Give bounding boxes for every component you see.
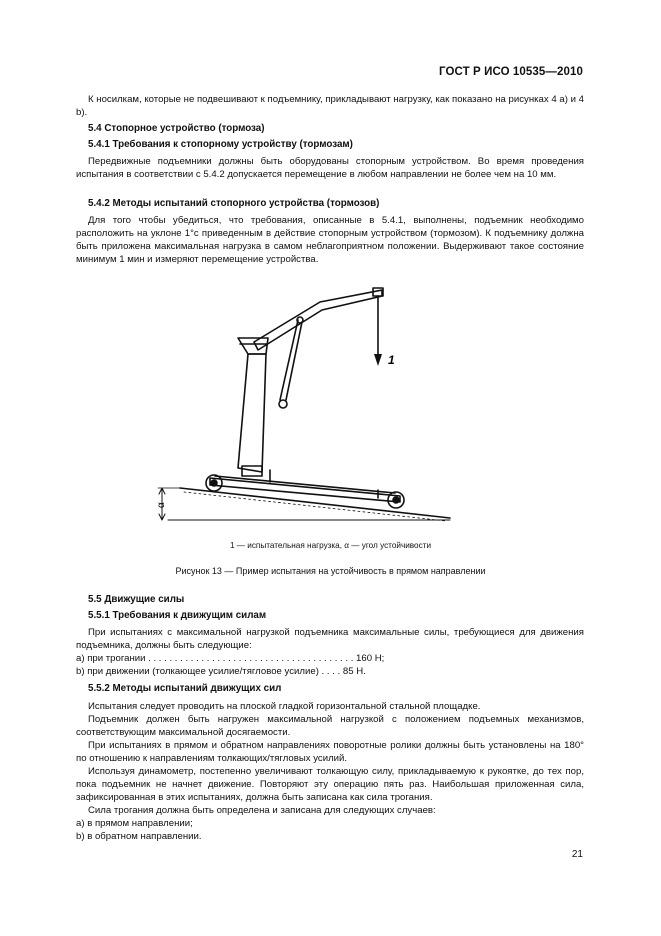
figure-caption: Рисунок 13 — Пример испытания на устойчивость в прямом направлении	[175, 566, 486, 576]
hoist-mast	[238, 354, 266, 472]
figure-angle-label: α	[156, 502, 167, 508]
figure-legend: 1 — испытательная нагрузка, α — угол устойчивости	[229, 541, 432, 550]
hoist-boom	[254, 290, 382, 350]
list-item-a: a) при трогании . . . . . . . . . . . . . . . . . . . . . . . . . . . . . . . . . . . . . . . 160 Н;	[76, 653, 385, 664]
list-item-a2: a) в прямом направлении;	[76, 818, 193, 829]
paragraph-5-5-1: При испытаниях с максимальной нагрузкой подъемника максимальные силы, требующиеся для движения подъемника, должны быть следующие:	[76, 627, 584, 651]
incline-surface	[180, 488, 450, 518]
paragraph-5-4-2: Для того чтобы убедиться, что требования, описанные в 5.4.1, выполнены, подъемник необходимо расположить на уклоне 1°с приведенным в действие стопорным устройством (тормозом). К подъемнику должна быть приложена максимальная нагрузка в самом неблагоприятном положении. Выдерживают такое состояние минимум 1 мин и измеряют перемещение устройства.	[76, 215, 584, 265]
intro-paragraph: К носилкам, которые не подвешивают к подъемнику, прикладывают нагрузку, как показано на рисунках 4 а) и 4 b).	[76, 94, 584, 118]
paragraph-5-5-2-5: Сила трогания должна быть определена и записана для следующих случаев:	[88, 805, 436, 816]
paragraph-5-5-2-2: Подъемник должен быть нагружен максимальной нагрузкой с положением подъемных механизмов, соответствующим максимальной досягаемости.	[76, 714, 584, 738]
paragraph-5-5-2-4: Используя динамометр, постепенно увеличивают толкающую силу, прикладываемую к рукоятке, до тех пор, пока подъемник не начнет движение. Повторяют эту операцию пять раз. Наибольшая приложенная сила, зафиксированная в этих испытаниях, должна быть записана как сила трогания.	[76, 766, 584, 803]
paragraph-5-5-2-1: Испытания следует проводить на плоской гладкой горизонтальной стальной площадке.	[88, 701, 481, 712]
figure-load-label: 1	[388, 353, 395, 367]
list-item-b2: b) в обратном направлении.	[76, 831, 202, 842]
list-item-b: b) при движении (толкающее усилие/тягловое усилие) . . . . 85 Н.	[76, 666, 366, 677]
hoist-stability-figure	[150, 282, 470, 522]
heading-5-5-2: 5.5.2 Методы испытаний движущих сил	[88, 683, 282, 694]
heading-5-5-1: 5.5.1 Требования к движущим силам	[88, 610, 267, 621]
document-header: ГОСТ Р ИСО 10535—2010	[438, 66, 583, 78]
incline-hatch	[184, 492, 446, 521]
heading-5-4-2: 5.4.2 Методы испытаний стопорного устройства (тормозов)	[88, 198, 380, 209]
paragraph-5-5-2-3: При испытаниях в прямом и обратном направлениях поворотные ролики должны быть установлены на 180° по отношению к направлениям толкающих/тягловых усилий.	[76, 740, 584, 764]
heading-5-4-1: 5.4.1 Требования к стопорному устройству (тормозам)	[88, 139, 353, 150]
page-number: 21	[571, 849, 583, 860]
heading-5-5: 5.5 Движущие силы	[88, 594, 185, 605]
heading-5-4: 5.4 Стопорное устройство (тормоза)	[88, 123, 265, 134]
paragraph-5-4-1: Передвижные подъемники должны быть оборудованы стопорным устройством. Во время проведения испытания в соответствии с 5.4.2 допускается перемещение в любом направлении не более чем на 10 мм.	[76, 156, 584, 180]
